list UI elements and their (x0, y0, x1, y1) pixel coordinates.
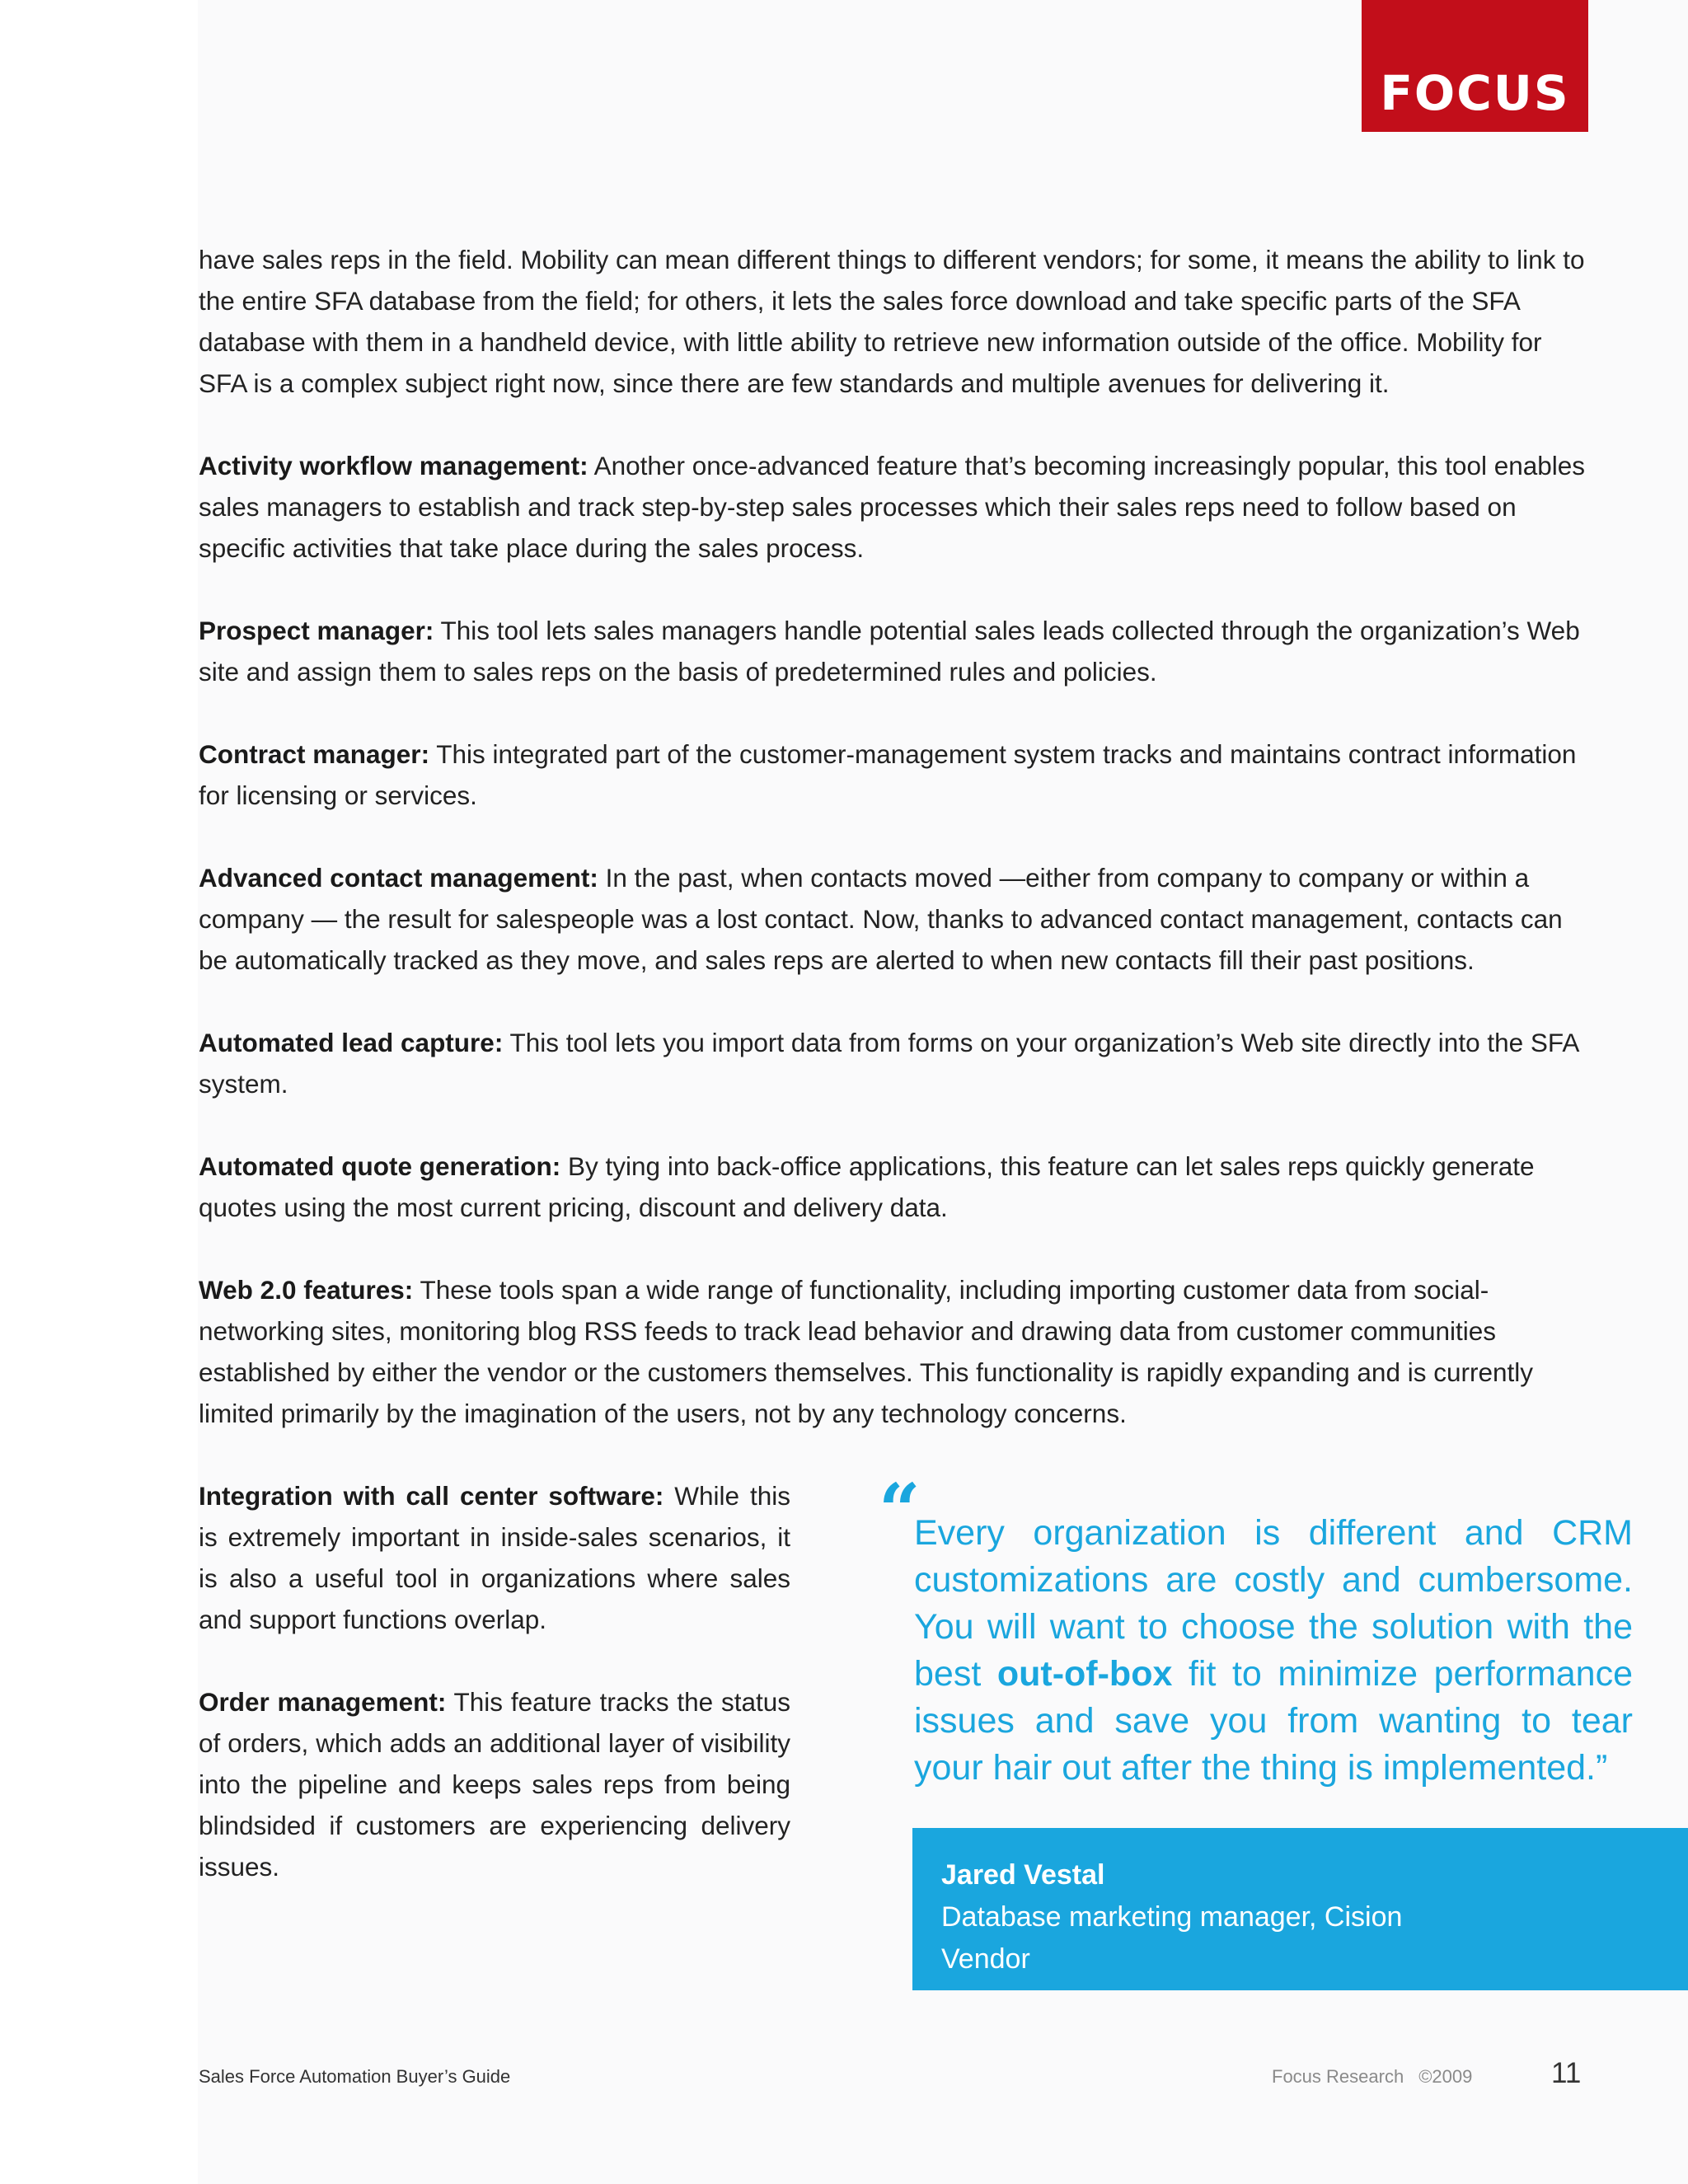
section-term: Automated lead capture: (199, 1028, 504, 1057)
pull-quote (914, 1510, 1633, 1792)
focus-logo (1362, 0, 1588, 132)
section-order-management (199, 1681, 790, 1887)
pull-quote-text-after: fit to minimize performance issues and save you from wanting to tear your hair out after the thing is implemented.” (914, 1654, 1634, 1788)
section-text: In the past, when contacts moved —either from company to company or within a company — the result for salespeople was a lost contact. Now, thanks to advanced contact management, contacts can be automatically tracked as they move, and sales reps are alerted to when new contacts fill their past positions. (199, 863, 1563, 975)
section-term: Advanced contact management: (199, 863, 598, 893)
section-text: This integrated part of the customer-management system tracks and maintains contract information for licensing or services. (199, 739, 1577, 810)
section-activity-workflow (199, 445, 1592, 569)
footer-publisher-name: Focus Research (1272, 2066, 1404, 2087)
section-lead-capture (199, 1022, 1592, 1104)
section-term: Contract manager: (199, 739, 430, 769)
footer-copyright: ©2009 (1418, 2066, 1473, 2087)
section-call-center-integration (199, 1475, 790, 1640)
section-term: Prospect manager: (199, 616, 434, 645)
pull-quote-emphasis: out-of-box (996, 1654, 1173, 1694)
section-text: Another once-advanced feature that’s becoming increasingly popular, this tool enables sales managers to establish and track step-by-step sales processes which their sales reps need to follow based on specific activities that take place during the sales process. (199, 451, 1586, 563)
section-quote-generation (199, 1146, 1592, 1228)
logo-text: FOCUS (1380, 65, 1570, 121)
section-web-features (199, 1269, 1592, 1434)
section-term: Order management: (199, 1687, 447, 1717)
section-term: Integration with call center software: (199, 1481, 664, 1511)
intro-paragraph (199, 239, 1592, 404)
section-advanced-contact (199, 857, 1592, 981)
attribution-name: Jared Vestal (941, 1859, 1105, 1891)
quote-attribution-box (912, 1828, 1688, 1990)
page-number: 11 (1551, 2057, 1582, 2089)
intro-text: have sales reps in the field. Mobility can mean different things to different vendors; for some, it means the ability to link to the entire SFA database from the field; for others, it lets the sales force download and take specific parts of the SFA database with them in a handheld device, with little ability to retrieve new information outside of the office. Mobility for SFA is a complex subject right now, since there are few standards and multiple avenues for delivering it. (199, 245, 1585, 398)
section-text: This feature tracks the status of orders, which adds an additional layer of visibility into the pipeline and keeps sales reps from being blindsided if customers are experiencing delivery issues. (199, 1687, 791, 1882)
section-text: While this is extremely important in inside-sales scenarios, it is also a useful tool in organizations where sales and support functions overlap. (199, 1481, 790, 1634)
section-term: Web 2.0 features: (199, 1275, 414, 1305)
section-text: This tool lets sales managers handle potential sales leads collected through the organization’s Web site and assign them to sales reps on the basis of predetermined rules and policies. (199, 616, 1580, 687)
section-contract-manager (199, 733, 1592, 816)
section-text: These tools span a wide range of functionality, including importing customer data from social-networking sites, monitoring blog RSS feeds to track lead behavior and drawing data from customer communities established by either the vendor or the customers themselves. This functionality is rapidly expanding and is currently limited primarily by the imagination of the users, not by any technology concerns. (199, 1275, 1534, 1428)
footer-guide-title: Sales Force Automation Buyer’s Guide (199, 2066, 511, 2087)
attribution-role: Vendor (941, 1943, 1030, 1975)
open-quote-icon: “ (879, 1467, 921, 1553)
section-text: By tying into back-office applications, this feature can let sales reps quickly generate quotes using the most current pricing, discount and delivery data. (199, 1151, 1535, 1222)
section-prospect-manager (199, 610, 1592, 692)
attribution-title: Database marketing manager, Cision (941, 1901, 1403, 1933)
section-term: Activity workflow management: (199, 451, 588, 480)
section-text: This tool lets you import data from forms on your organization’s Web site directly into the SFA system. (199, 1028, 1578, 1099)
footer-publisher (1272, 2066, 1472, 2088)
section-term: Automated quote generation: (199, 1151, 561, 1181)
pull-quote-text-before: Every organization is different and CRM customizations are costly and cumbersome. You will want to choose the solution with the best (914, 1513, 1633, 1694)
